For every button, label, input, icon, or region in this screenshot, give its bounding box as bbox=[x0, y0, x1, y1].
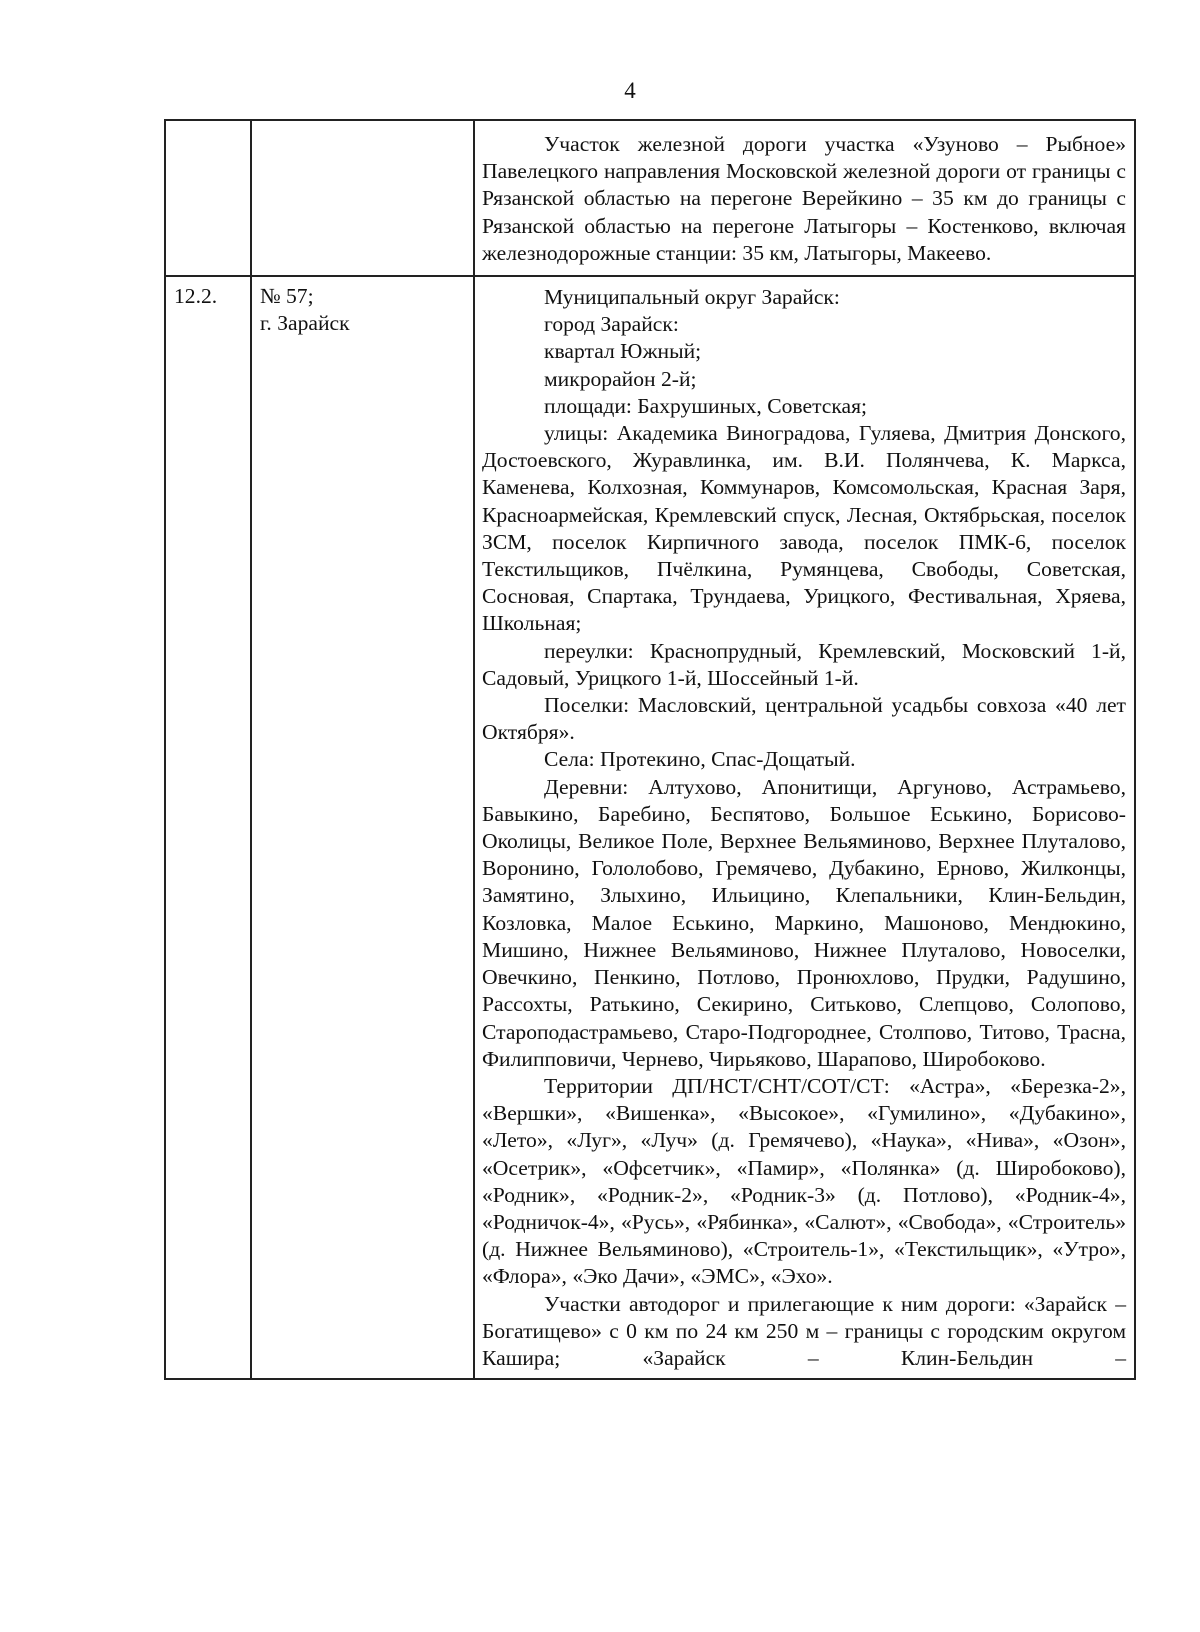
station-cell bbox=[251, 276, 474, 1379]
quarter-line: квартал Южный; bbox=[544, 339, 702, 364]
city-heading: город Зарайск: bbox=[544, 312, 679, 337]
squares-line: площади: Бахрушиных, Советская; bbox=[544, 393, 868, 418]
settlements-paragraph: Поселки: Масловский, центральной усадьбы совхоза «40 лет Октября». bbox=[482, 693, 1126, 745]
hamlets-paragraph: Деревни: Алтухово, Апонитищи, Аргуново, Астрамьево, Бавыкино, Баребино, Беспятово, Большое Еськино, Борисово-Околицы, Великое Поле, Верхнее Вельяминово, Верхнее Плуталово, Воронино, Гололобово, Гремячево, Дубакино, Ерново, Жилконцы, Замятино, Злыхино, Ильицино, Клепальники, Клин-Бельдин, Козловка, Малое Еськино, Маркино, Машоново, Мендюкино, Мишино, Нижнее Вельяминово, Нижнее Плуталово, Новоселки, Овечкино, Пенкино, Потлово, Пронюхлово, Прудки, Радушино, Рассохты, Ратькино, Секирино, Ситьково, Слепцово, Солопово, Староподастрамьево, Старо-Подгороднее, Столпово, Титово, Трасна, Филипповичи, Чернево, Чирьяково, Шарапово, Широбоково. bbox=[482, 774, 1126, 1071]
railway-section-paragraph: Участок железной дороги участка «Узуново – Рыбное» Павелецкого направления Московской железной дороги от границы с Рязанской областью на перегоне Верейкино – 35 км до границы с Рязанской областью на перегоне Латыгоры – Костенково, включая железнодорожные станции: 35 км, Латыгоры, Макеево. bbox=[482, 132, 1126, 265]
row-number-cell bbox=[165, 120, 251, 276]
table-row bbox=[165, 120, 1135, 276]
villages-paragraph: Села: Протекино, Спас-Дощатый. bbox=[544, 747, 856, 772]
station-number: № 57; bbox=[260, 284, 314, 309]
description-cell bbox=[474, 120, 1135, 276]
district-heading: Муниципальный округ Зарайск: bbox=[544, 285, 840, 310]
page-number: 4 bbox=[624, 78, 636, 103]
microdistrict-line: микрорайон 2-й; bbox=[544, 366, 697, 391]
station-cell bbox=[251, 120, 474, 276]
roads-paragraph: Участки автодорог и прилегающие к ним дороги: «Зарайск – Богатищево» с 0 км по 24 км 250 м – границы с городским округом Кашира; «Зарайск – Клин-Бельдин – bbox=[482, 1291, 1126, 1370]
territory-table bbox=[164, 119, 1136, 1380]
table-row bbox=[165, 276, 1135, 1379]
lanes-paragraph: переулки: Краснопрудный, Кремлевский, Московский 1-й, Садовый, Урицкого 1-й, Шоссейный 1-й. bbox=[482, 638, 1126, 690]
station-location: г. Зарайск bbox=[260, 311, 350, 336]
description-cell bbox=[474, 276, 1135, 1379]
territories-paragraph: Территории ДП/НСТ/СНТ/СОТ/СТ: «Астра», «Березка-2», «Вершки», «Вишенка», «Высокое», «Гумилино», «Дубакино», «Лето», «Луг», «Луч» (д. Гремячево), «Наука», «Нива», «Озон», «Осетрик», «Офсетчик», «Памир», «Полянка» (д. Широбоково), «Родник», «Родник-2», «Родник-3» (д. Потлово), «Родник-4», «Родничок-4», «Русь», «Рябинка», «Салют», «Свобода», «Строитель» (д. Нижнее Вельяминово), «Строитель-1», «Текстильщик», «Утро», «Флора», «Эко Дачи», «ЭМС», «Эхо». bbox=[482, 1073, 1126, 1289]
streets-paragraph: улицы: Академика Виноградова, Гуляева, Дмитрия Донского, Достоевского, Журавлинка, им. В.И. Полянчева, К. Маркса, Каменева, Колхозная, Коммунаров, Комсомольская, Красная Заря, Красноармейская, Кремлевский спуск, Лесная, Октябрьская, поселок ЗСМ, поселок Кирпичного завода, поселок ПМК-6, поселок Текстильщиков, Пчёлкина, Румянцева, Свободы, Советская, Сосновая, Спартака, Трундаева, Урицкого, Фестивальная, Хряева, Школьная; bbox=[482, 421, 1126, 636]
row-number-cell: 12.2. bbox=[165, 276, 251, 1379]
